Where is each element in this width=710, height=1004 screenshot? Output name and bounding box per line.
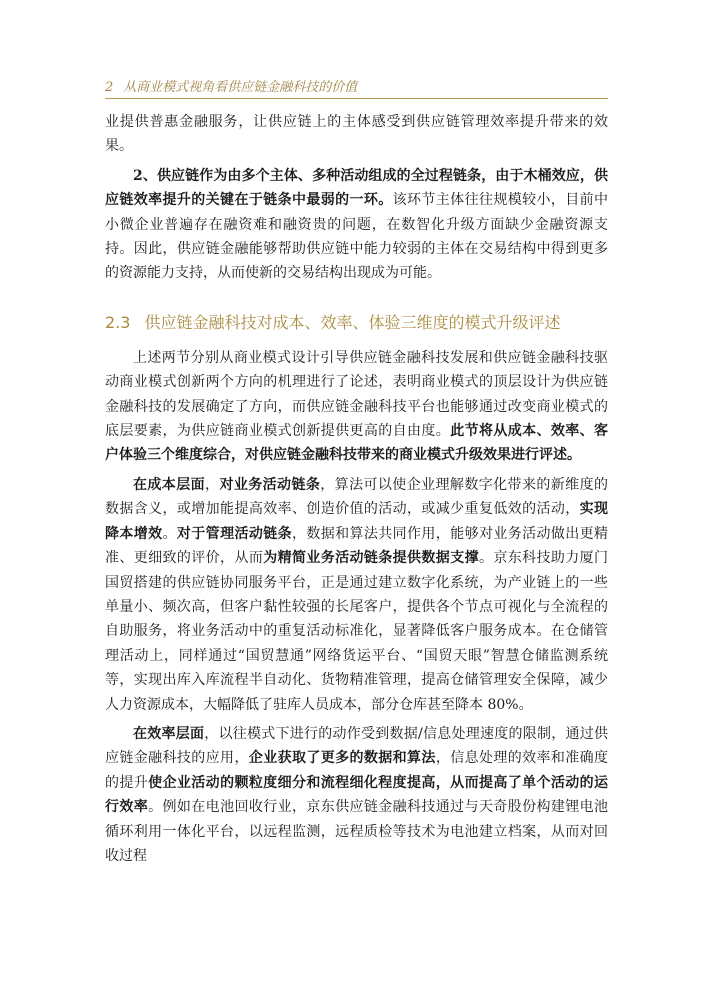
- text-run: 业提供普惠金融服务，让供应链上的主体感受到供应链管理效率提升带来的效果。: [105, 114, 608, 155]
- section-title: 供应链金融科技对成本、效率、体验三维度的模式升级评述: [144, 312, 561, 332]
- text-run: ，以往模式下进行的动作受到数据/信息处理速度的限制，通过供应链金融科技的应用，: [105, 725, 609, 767]
- text-run: ，算法可以使企业理解数字化带来的新维度的数据含义，或增加能提高效率、创造价值的活动，或减少重复低效的活动，: [105, 476, 608, 518]
- text-run: 该环节主体往往规模较小，目前中小微企业普遍存在融资难和融资贵的问题，在数智化升级方面缺少金融资源支持。因此，供应链金融能够帮助供应链中能力较弱的主体在交易结构中得到更多的资源能力支持，从而使新的交易结构出现成为可能。: [105, 192, 609, 282]
- paragraph-point-2: [105, 164, 608, 286]
- bold-run: 实现降本增效: [105, 501, 609, 542]
- paragraph-intro: [105, 346, 608, 468]
- running-header: [105, 76, 357, 95]
- bold-run: 在效率层面: [133, 725, 205, 742]
- text-run: 。例如在电池回收行业，京东供应链金融科技通过与天奇股份构建锂电池循环利用一体化平台，以远程监测，远程质检等技术为电池建立档案，从而对回收过程: [105, 799, 609, 864]
- page-number: 2: [105, 80, 114, 95]
- bold-run: 2、供应链作为由多个主体、多种活动组成的全过程链条，由于木桶效应，供应链效率提升的关键在于链条中最弱的一环。: [105, 167, 608, 209]
- text-run: 。京东科技助力厦门国贸搭建的供应链协同服务平台，正是通过建立数字化系统，为产业链上的一些单量小、频次高，但客户黏性较强的长尾客户，提供各个节点可视化与全流程的自助服务，将业务活动中的重复活动标准化，显著降低客户服务成本。在仓储管理活动上，同样通过“国贸慧通”网络货运平台、“国贸天眼”智慧仓储监测系统等，实现出库入库流程半自动化、货物精准管理，提高仓储管理安全保障，减少人力资源成本，大幅降低了驻库人员成本，部分仓库甚至降本 80%。: [105, 550, 609, 713]
- bold-run: 对业务活动链条: [219, 476, 321, 493]
- text-run: ，信息处理的效率和准确度的提升: [105, 750, 609, 791]
- bold-run: 使企业活动的颗粒度细分和流程细化程度提高，从而提高了单个活动的运行效率: [105, 774, 609, 816]
- text-run: ，: [205, 476, 220, 493]
- section-number: 2.3: [105, 312, 131, 332]
- section-heading: [105, 312, 608, 334]
- bold-run: 在成本层面: [133, 476, 206, 493]
- paragraph-efficiency: [105, 722, 608, 868]
- paragraph-continuation: [105, 110, 608, 159]
- text-run: 。: [162, 525, 177, 542]
- bold-run: 此节将从成本、效率、客户体验三个维度综合，对供应链金融科技带来的商业模式升级效果进行评述。: [105, 423, 609, 464]
- paragraph-cost: [105, 473, 608, 717]
- text-run: ，数据和算法共同作用，能够对业务活动做出更精准、更细致的评价，从而: [105, 525, 609, 567]
- bold-run: 对于管理活动链条: [176, 525, 292, 542]
- header-rule: [105, 98, 608, 99]
- bold-run: 为精简业务活动链条提供数据支撑: [263, 550, 479, 567]
- body-text: [105, 110, 608, 868]
- bold-run: 企业获取了更多的数据和算法: [248, 750, 436, 767]
- text-run: 上述两节分别从商业模式设计引导供应链金融科技发展和供应链金融科技驱动商业模式创新两个方向的机理进行了论述，表明商业模式的顶层设计为供应链金融科技的发展确定了方向，而供应链金融科技平台也能够通过改变商业模式的底层要素，为供应链商业模式创新提供更高的自由度。: [105, 349, 608, 440]
- chapter-title: 从商业模式视角看供应链金融科技的价值: [123, 80, 358, 95]
